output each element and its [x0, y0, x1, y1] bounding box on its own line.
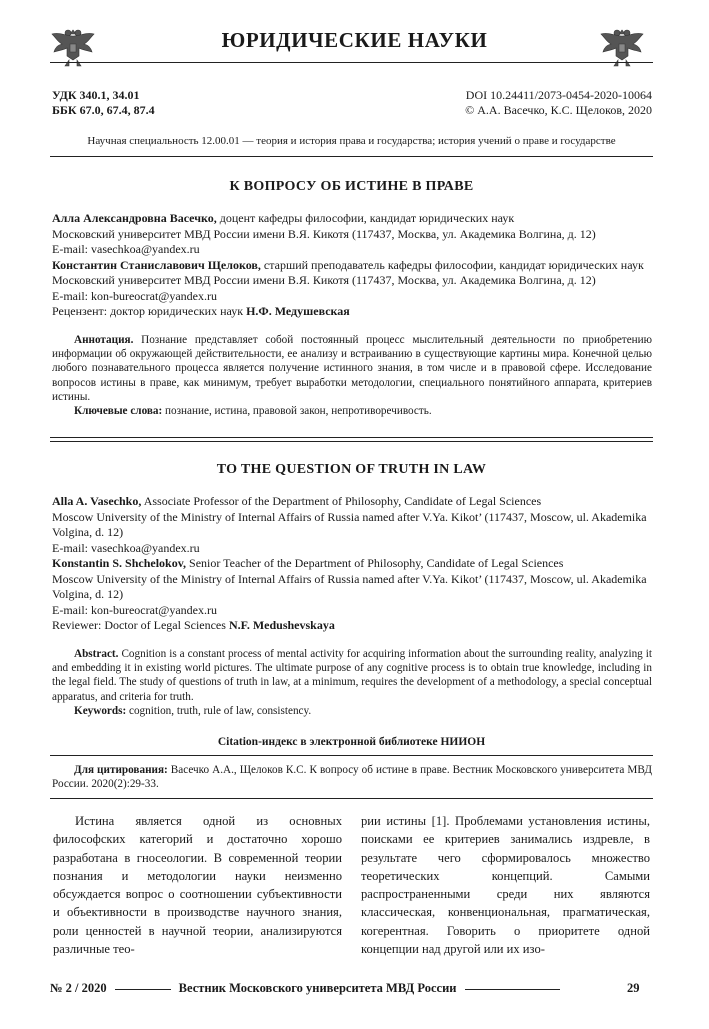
page-footer — [50, 981, 660, 996]
abstract-label: Аннотация. — [74, 334, 134, 346]
article-title-ru: К ВОПРОСУ ОБ ИСТИНЕ В ПРАВЕ — [229, 179, 474, 194]
author-organization: Moscow University of the Ministry of Internal Affairs of Russia named after V.Ya. Kikot’ (117437, Moscow, ul. Akademika Volgina, d. 12) — [52, 571, 647, 601]
keywords-text: cognition, truth, rule of law, consistency. — [126, 704, 312, 717]
authors-ru — [52, 211, 652, 320]
citation-label: Для цитирования: — [74, 764, 168, 776]
section-divider-bottom — [50, 441, 653, 442]
author-email: E-mail: kon-bureocrat@yandex.ru — [52, 602, 217, 617]
reviewer-name: Н.Ф. Медушевская — [246, 304, 350, 318]
keywords-text: познание, истина, правовой закон, непротиворечивость. — [162, 405, 432, 418]
citation-index-heading: Citation-индекс в электронной библиотеке НИИОН — [217, 736, 486, 748]
bbk: ББК 67.0, 67.4, 87.4 — [52, 103, 155, 117]
section-divider-top — [50, 437, 653, 438]
journal-section-title: ЮРИДИЧЕСКИЕ НАУКИ — [221, 28, 488, 52]
author-email: E-mail: vasechkoa@yandex.ru — [52, 242, 200, 256]
header-divider — [50, 62, 653, 63]
abstract-text: Познание представляет собой постоянный процесс мыслительный деятельности по приобретению информации об окружающей действительности, ее анализу и встраиванию в существующие картины мира. Конечной целью любого познавательного процесса является получение истинного знания, в том числе и в правовой сфере. Исследование вопросов истины в праве, как минимум, требует выработки методологии, специального понятийного аппарата, критериев истины. — [52, 334, 652, 403]
body-column-left — [53, 812, 342, 958]
author-name: Константин Станиславович Щелоков, — [52, 257, 261, 272]
article-title-en: TO THE QUESTION OF TRUTH IN LAW — [216, 462, 487, 477]
abstract-ru — [52, 333, 652, 418]
citation-block — [52, 763, 652, 791]
author-position: Associate Professor of the Department of Philosophy, Candidate of Legal Sciences — [141, 494, 542, 508]
footer-rule — [115, 989, 171, 990]
author-name: Konstantin S. Shchelokov, — [52, 556, 187, 570]
keywords-label: Keywords: — [74, 704, 127, 717]
footer-rule — [465, 989, 560, 990]
copyright: © А.А. Васечко, К.С. Щелоков, 2020 — [465, 103, 652, 117]
citation-divider-bottom — [50, 798, 653, 799]
specialty-divider — [50, 156, 653, 157]
author-email: E-mail: kon-bureocrat@yandex.ru — [52, 288, 217, 303]
author-position: старший преподаватель кафедры философии, кандидат юридических наук — [260, 257, 644, 272]
author-organization: Московский университет МВД России имени В.Я. Кикотя (117437, Москва, ул. Академика Волгина, д. 12) — [52, 226, 596, 241]
abstract-label: Abstract. — [74, 648, 119, 660]
authors-en — [52, 494, 652, 634]
body-paragraph: Истина является одной из основных философских категорий и достаточно хорошо разработана в гносеологии. В современной теории познания и методологии науки неизменно обсуждается вопрос о соотношении субъективности и объективности в производстве научного знания, роли ценностей в научной теории, анализируются различные тео- — [53, 814, 342, 957]
journal-name: Вестник Московского университета МВД России — [178, 981, 457, 995]
doi: DOI 10.24411/2073-0454-2020-10064 — [465, 88, 652, 102]
body-paragraph: рии истины [1]. Проблемами установления истины, поисками ее критериев занимались издревле, в результате чего сформировалось множество теоретических концепций. Самыми распространенными среди них являются классическая, конвенциональная, прагматическая, когерентная. Говорить о приоритете одной концепции над другой или их изо- — [361, 814, 650, 957]
keywords-label: Ключевые слова: — [74, 405, 163, 418]
page-number: 29 — [627, 981, 640, 995]
reviewer-label: Рецензент: доктор юридических наук — [52, 304, 247, 318]
author-name: Алла Александровна Васечко, — [52, 211, 217, 225]
abstract-en — [52, 647, 652, 718]
author-position: Senior Teacher of the Department of Philosophy, Candidate of Legal Sciences — [186, 556, 564, 570]
author-name: Alla A. Vasechko, — [52, 494, 142, 508]
body-column-right — [361, 812, 650, 958]
author-email: E-mail: vasechkoa@yandex.ru — [52, 540, 200, 555]
citation-divider-top — [50, 755, 653, 756]
abstract-text: Cognition is a constant process of mental activity for acquiring information about the surrounding reality, analyzing it and embedding it in existing world pictures. The ultimate purpose of any cognitive process is to obtain true knowledge, including in the legal field. The study of questions of truth in law, at a minimum, requires the development of a methodology, a special conceptual apparatus, and criteria for truth. — [52, 648, 652, 703]
scientific-specialty: Научная специальность 12.00.01 — теория и история права и государства; история учений о праве и государстве — [87, 135, 616, 147]
author-organization: Moscow University of the Ministry of Internal Affairs of Russia named after V.Ya. Kikot’ (117437, Moscow, ul. Akademika Volgina, d. 12) — [52, 509, 647, 539]
reviewer-label: Reviewer: Doctor of Legal Sciences — [52, 618, 229, 632]
author-organization: Московский университет МВД России имени В.Я. Кикотя (117437, Москва, ул. Академика Волгина, д. 12) — [52, 273, 596, 287]
udk: УДК 340.1, 34.01 — [52, 88, 140, 102]
author-position: доцент кафедры философии, кандидат юридических наук — [216, 211, 515, 225]
reviewer-name: N.F. Medushevskaya — [228, 618, 335, 632]
issue-number: № 2 / 2020 — [50, 981, 107, 995]
citation-text: Васечко А.А., Щелоков К.С. К вопросу об истине в праве. Вестник Московского университета МВД России. 2020(2):29-33. — [52, 764, 652, 791]
